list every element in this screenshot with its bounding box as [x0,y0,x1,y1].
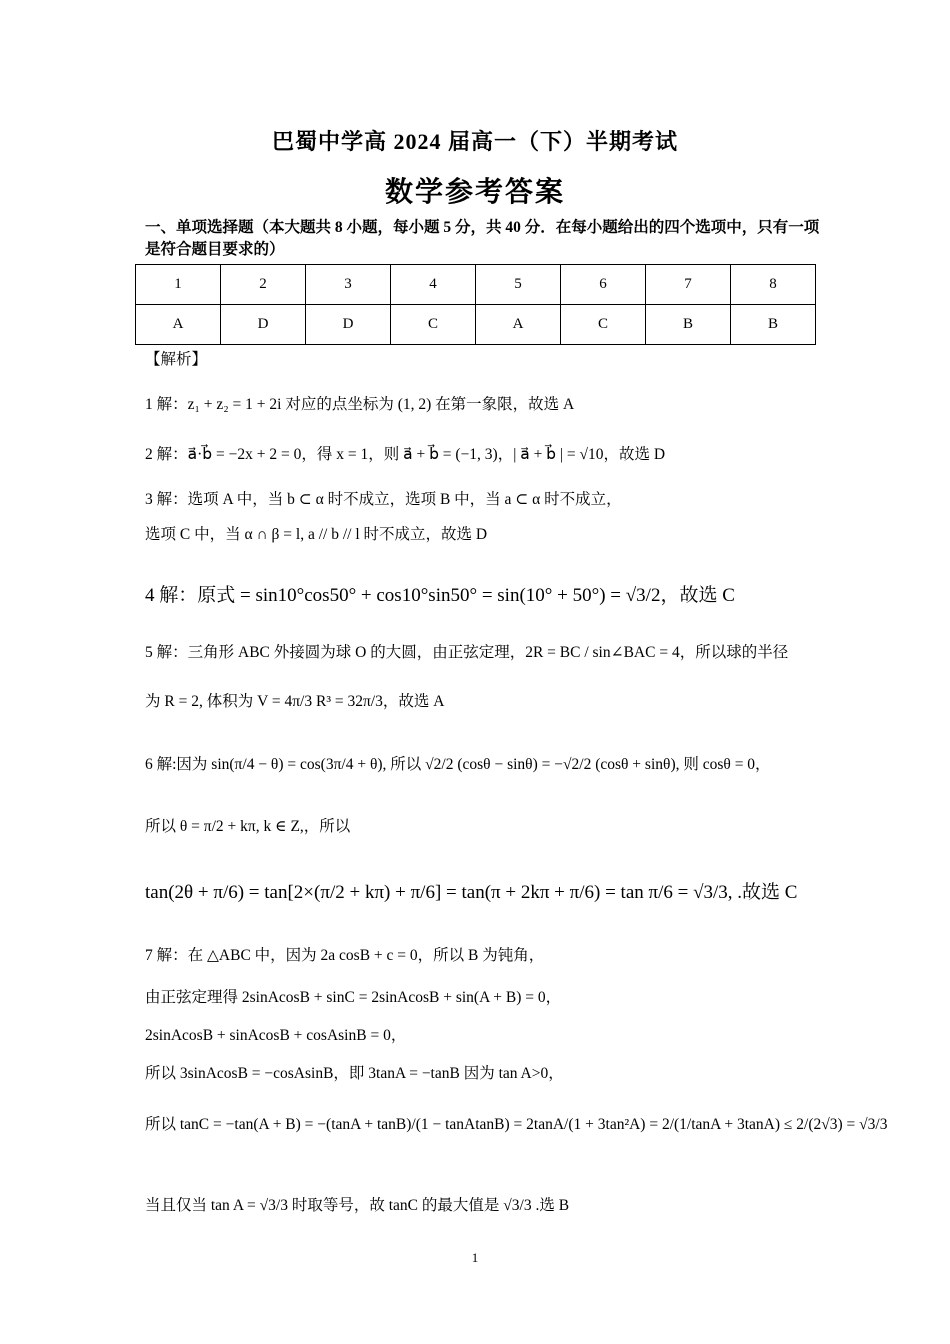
page-number: 1 [471,1250,479,1265]
solution-5-line-2: 为 R = 2, 体积为 V = 4π/3 R³ = 32π/3，故选 A [145,693,445,710]
question-number-row [136,265,816,305]
answer-table [135,264,816,345]
solution-4: 4 解：原式 = sin10°cos50° + cos10°sin50° = sin(10° + 50°) = √3/2，故选 C [145,585,735,606]
answer-cell: A [476,305,561,345]
answer-cell: C [391,305,476,345]
question-number-cell: 2 [221,265,306,305]
solution-2: 2 解：a⃗·b⃗ = −2x + 2 = 0，得 x = 1，则 a⃗ + b⃗ = (−1, 3)，| a⃗ + b⃗ | = √10，故选 D [145,446,666,463]
question-number-cell: 5 [476,265,561,305]
exam-title: 巴蜀中学高 2024 届高一（下）半期考试 [271,129,678,154]
answer-cell: A [136,305,221,345]
solution-7-line-2: 由正弦定理得 2sinAcosB + sinC = 2sinAcosB + sin(A + B) = 0， [145,989,562,1006]
solution-7-line-6: 当且仅当 tan A = √3/3 时取等号，故 tanC 的最大值是 √3/3 .选 B [145,1197,570,1214]
question-number-cell: 7 [646,265,731,305]
answer-cell: B [646,305,731,345]
question-number-cell: 4 [391,265,476,305]
solution-7-line-5: 所以 tanC = −tan(A + B) = −(tanA + tanB)/(1 − tanAtanB) = 2tanA/(1 + 3tan²A) = 2/(1/tanA + 3tanA) ≤ 2/(2√3) = √3/3 [145,1116,888,1133]
solution-6-line-3: tan(2θ + π/6) = tan[2×(π/2 + kπ) + π/6] = tan(π + 2kπ + π/6) = tan π/6 = √3/3, .故选 C [145,882,798,903]
answer-cell: B [730,305,815,345]
solution-5-line-1: 5 解：三角形 ABC 外接圆为球 O 的大圆，由正弦定理，2R = BC / sin∠BAC = 4，所以球的半径 [145,644,789,661]
question-number-cell: 3 [306,265,391,305]
solution-6-line-2: 所以 θ = π/2 + kπ, k ∈ Z,，所以 [145,818,351,835]
solution-6-line-1: 6 解:因为 sin(π/4 − θ) = cos(3π/4 + θ), 所以 √2/2 (cosθ − sinθ) = −√2/2 (cosθ + sinθ), 则 cosθ = 0， [145,756,771,773]
answer-cell: C [561,305,646,345]
solution-3-line-1: 3 解：选项 A 中，当 b ⊂ α 时不成立，选项 B 中，当 a ⊂ α 时不成立， [145,491,622,508]
question-number-cell: 1 [136,265,221,305]
answer-row [136,305,816,345]
question-number-cell: 6 [561,265,646,305]
question-number-cell: 8 [730,265,815,305]
solution-7-line-1: 7 解：在 △ABC 中，因为 2a cosB + c = 0，所以 B 为钝角， [145,947,545,964]
solution-7-line-3: 2sinAcosB + sinAcosB + cosAsinB = 0， [145,1027,407,1044]
answer-key-title: 数学参考答案 [384,177,565,208]
solution-3-line-2: 选项 C 中，当 α ∩ β = l, a // b // l 时不成立，故选 D [145,526,488,543]
analysis-label: 【解析】 [145,351,208,368]
answer-cell: D [221,305,306,345]
section-heading: 一、单项选择题（本大题共 8 小题，每小题 5 分，共 40 分．在每小题给出的四个选项中，只有一项是符合题目要求的） [145,219,820,258]
solution-1: 1 解：z₁ + z₂ = 1 + 2i 对应的点坐标为 (1, 2) 在第一象限，故选 A [145,396,575,413]
answer-cell: D [306,305,391,345]
solution-7-line-4: 所以 3sinAcosB = −cosAsinB，即 3tanA = −tanB 因为 tan A>0， [145,1065,564,1082]
